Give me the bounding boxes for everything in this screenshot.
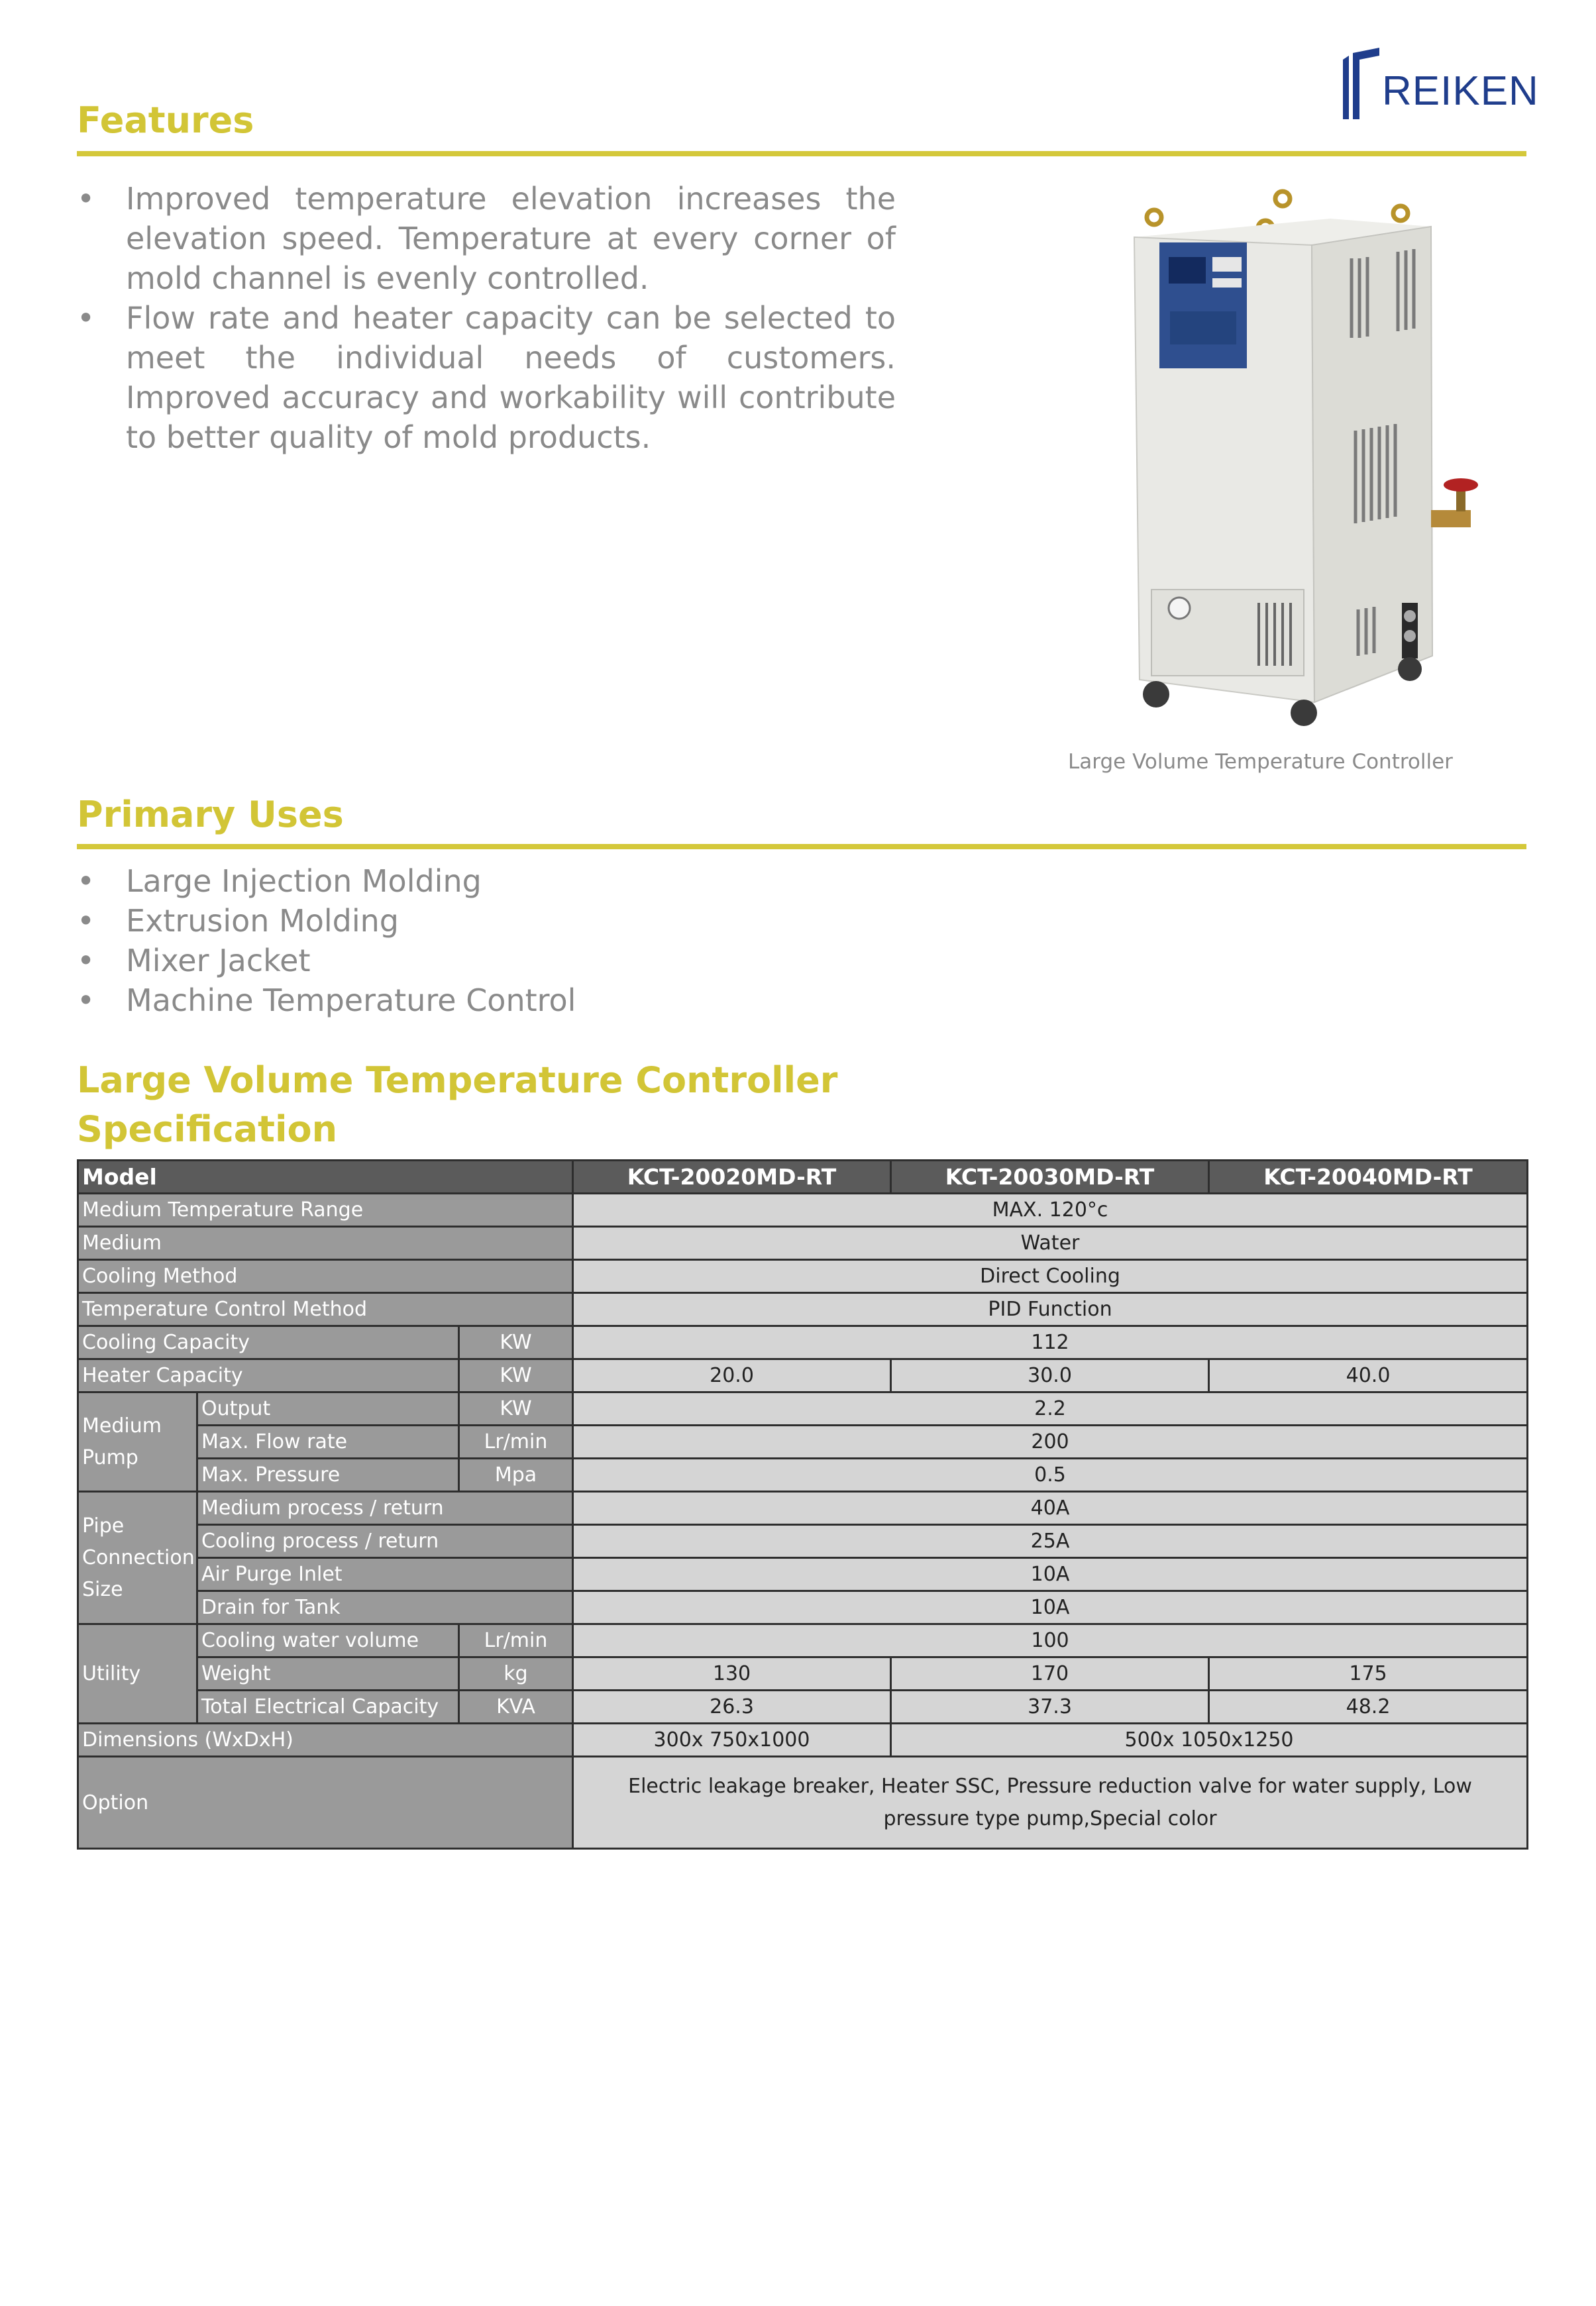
row-value: 10A: [573, 1591, 1528, 1624]
primary-uses-list: [77, 861, 1071, 1020]
bullet-icon: •: [77, 982, 95, 1018]
header-model-2: KCT-20030MD-RT: [891, 1161, 1209, 1194]
row-value: 500x 1050x1250: [891, 1724, 1528, 1757]
header-model-1: KCT-20020MD-RT: [573, 1161, 891, 1194]
row-value: 20.0: [573, 1359, 891, 1392]
table-row: [78, 1657, 1528, 1691]
row-label: Output: [197, 1392, 459, 1426]
row-value: Water: [573, 1227, 1528, 1260]
table-row: [78, 1591, 1528, 1624]
bullet-icon: •: [77, 300, 95, 336]
table-row: [78, 1691, 1528, 1724]
header-model: Model: [78, 1161, 573, 1194]
table-row: [78, 1426, 1528, 1459]
row-value: 200: [573, 1426, 1528, 1459]
list-item: • Improved temperature elevation increases the elevation speed. Temperature at every corner of mold channel is evenly controlled.: [77, 179, 896, 298]
product-image: [1060, 179, 1524, 749]
row-value: 30.0: [891, 1359, 1209, 1392]
table-row: [78, 1359, 1528, 1392]
table-row: [78, 1525, 1528, 1558]
row-label: Drain for Tank: [197, 1591, 573, 1624]
image-caption: Large Volume Temperature Controller: [1068, 750, 1453, 774]
row-unit: KW: [459, 1359, 573, 1392]
row-label: Cooling Method: [78, 1260, 573, 1293]
table-row: [78, 1492, 1528, 1525]
row-value: 10A: [573, 1558, 1528, 1591]
row-value: Electric leakage breaker, Heater SSC, Pressure reduction valve for water supply, Low pressure type pump,Special color: [573, 1757, 1528, 1849]
row-value: 170: [891, 1657, 1209, 1691]
row-label: Cooling water volume: [197, 1624, 459, 1657]
spec-title-line2: Specification: [77, 1108, 338, 1150]
table-row: [78, 1724, 1528, 1757]
row-unit: Mpa: [459, 1459, 573, 1492]
table-row: [78, 1757, 1528, 1849]
table-row: [78, 1293, 1528, 1326]
table-row: [78, 1194, 1528, 1227]
row-label: Max. Flow rate: [197, 1426, 459, 1459]
row-label: Dimensions (WxDxH): [78, 1724, 573, 1757]
table-row: [78, 1161, 1528, 1194]
row-value: 300x 750x1000: [573, 1724, 891, 1757]
spec-table: [77, 1159, 1528, 1850]
row-unit: Lr/min: [459, 1624, 573, 1657]
features-title: Features: [77, 99, 254, 141]
reiken-logo: [1341, 48, 1539, 121]
table-row: [78, 1558, 1528, 1591]
row-label: Heater Capacity: [78, 1359, 459, 1392]
row-unit: kg: [459, 1657, 573, 1691]
row-label: Cooling Capacity: [78, 1326, 459, 1359]
row-value: 40A: [573, 1492, 1528, 1525]
list-item: • Mixer Jacket: [77, 941, 1071, 980]
row-label: Total Electrical Capacity: [197, 1691, 459, 1724]
group-label: Pipe Connection Size: [78, 1492, 197, 1624]
table-row: [78, 1260, 1528, 1293]
row-value: 26.3: [573, 1691, 891, 1724]
temperature-controller-icon: [1060, 179, 1524, 749]
row-label: Weight: [197, 1657, 459, 1691]
bullet-icon: •: [77, 181, 95, 217]
row-label: Cooling process / return: [197, 1525, 573, 1558]
row-value: 25A: [573, 1525, 1528, 1558]
row-label: Medium Temperature Range: [78, 1194, 573, 1227]
row-value: 175: [1209, 1657, 1528, 1691]
row-unit: KW: [459, 1392, 573, 1426]
row-label: Option: [78, 1757, 573, 1849]
row-value: MAX. 120°c: [573, 1194, 1528, 1227]
primary-uses-title: Primary Uses: [77, 794, 344, 835]
bullet-icon: •: [77, 863, 95, 899]
primary-uses-divider: [77, 844, 1526, 849]
row-label: Air Purge Inlet: [197, 1558, 573, 1591]
row-unit: KVA: [459, 1691, 573, 1724]
row-value: 2.2: [573, 1392, 1528, 1426]
row-label: Medium process / return: [197, 1492, 573, 1525]
row-value: 0.5: [573, 1459, 1528, 1492]
group-label: Utility: [78, 1624, 197, 1724]
table-row: [78, 1392, 1528, 1426]
row-value: 40.0: [1209, 1359, 1528, 1392]
row-value: 37.3: [891, 1691, 1209, 1724]
group-label: Medium Pump: [78, 1392, 197, 1492]
row-label: Max. Pressure: [197, 1459, 459, 1492]
list-item: • Machine Temperature Control: [77, 980, 1071, 1020]
table-row: [78, 1326, 1528, 1359]
features-divider: [77, 151, 1526, 156]
bullet-icon: •: [77, 943, 95, 978]
row-label: Temperature Control Method: [78, 1293, 573, 1326]
row-value: 130: [573, 1657, 891, 1691]
row-unit: KW: [459, 1326, 573, 1359]
row-value: 48.2: [1209, 1691, 1528, 1724]
row-value: Direct Cooling: [573, 1260, 1528, 1293]
list-item: • Extrusion Molding: [77, 901, 1071, 941]
bullet-icon: •: [77, 903, 95, 939]
spec-title-line1: Large Volume Temperature Controller: [77, 1059, 838, 1101]
row-value: 100: [573, 1624, 1528, 1657]
table-row: [78, 1227, 1528, 1260]
header-model-3: KCT-20040MD-RT: [1209, 1161, 1528, 1194]
row-value: PID Function: [573, 1293, 1528, 1326]
row-label: Medium: [78, 1227, 573, 1260]
features-list: [77, 179, 896, 457]
brand-name: REIKEN: [1382, 68, 1539, 114]
list-item: • Flow rate and heater capacity can be selected to meet the individual needs of customers. Improved accuracy and workability will contribute to better quality of mold products.: [77, 298, 896, 457]
table-row: [78, 1459, 1528, 1492]
row-unit: Lr/min: [459, 1426, 573, 1459]
list-item: • Large Injection Molding: [77, 861, 1071, 901]
table-row: [78, 1624, 1528, 1657]
row-value: 112: [573, 1326, 1528, 1359]
